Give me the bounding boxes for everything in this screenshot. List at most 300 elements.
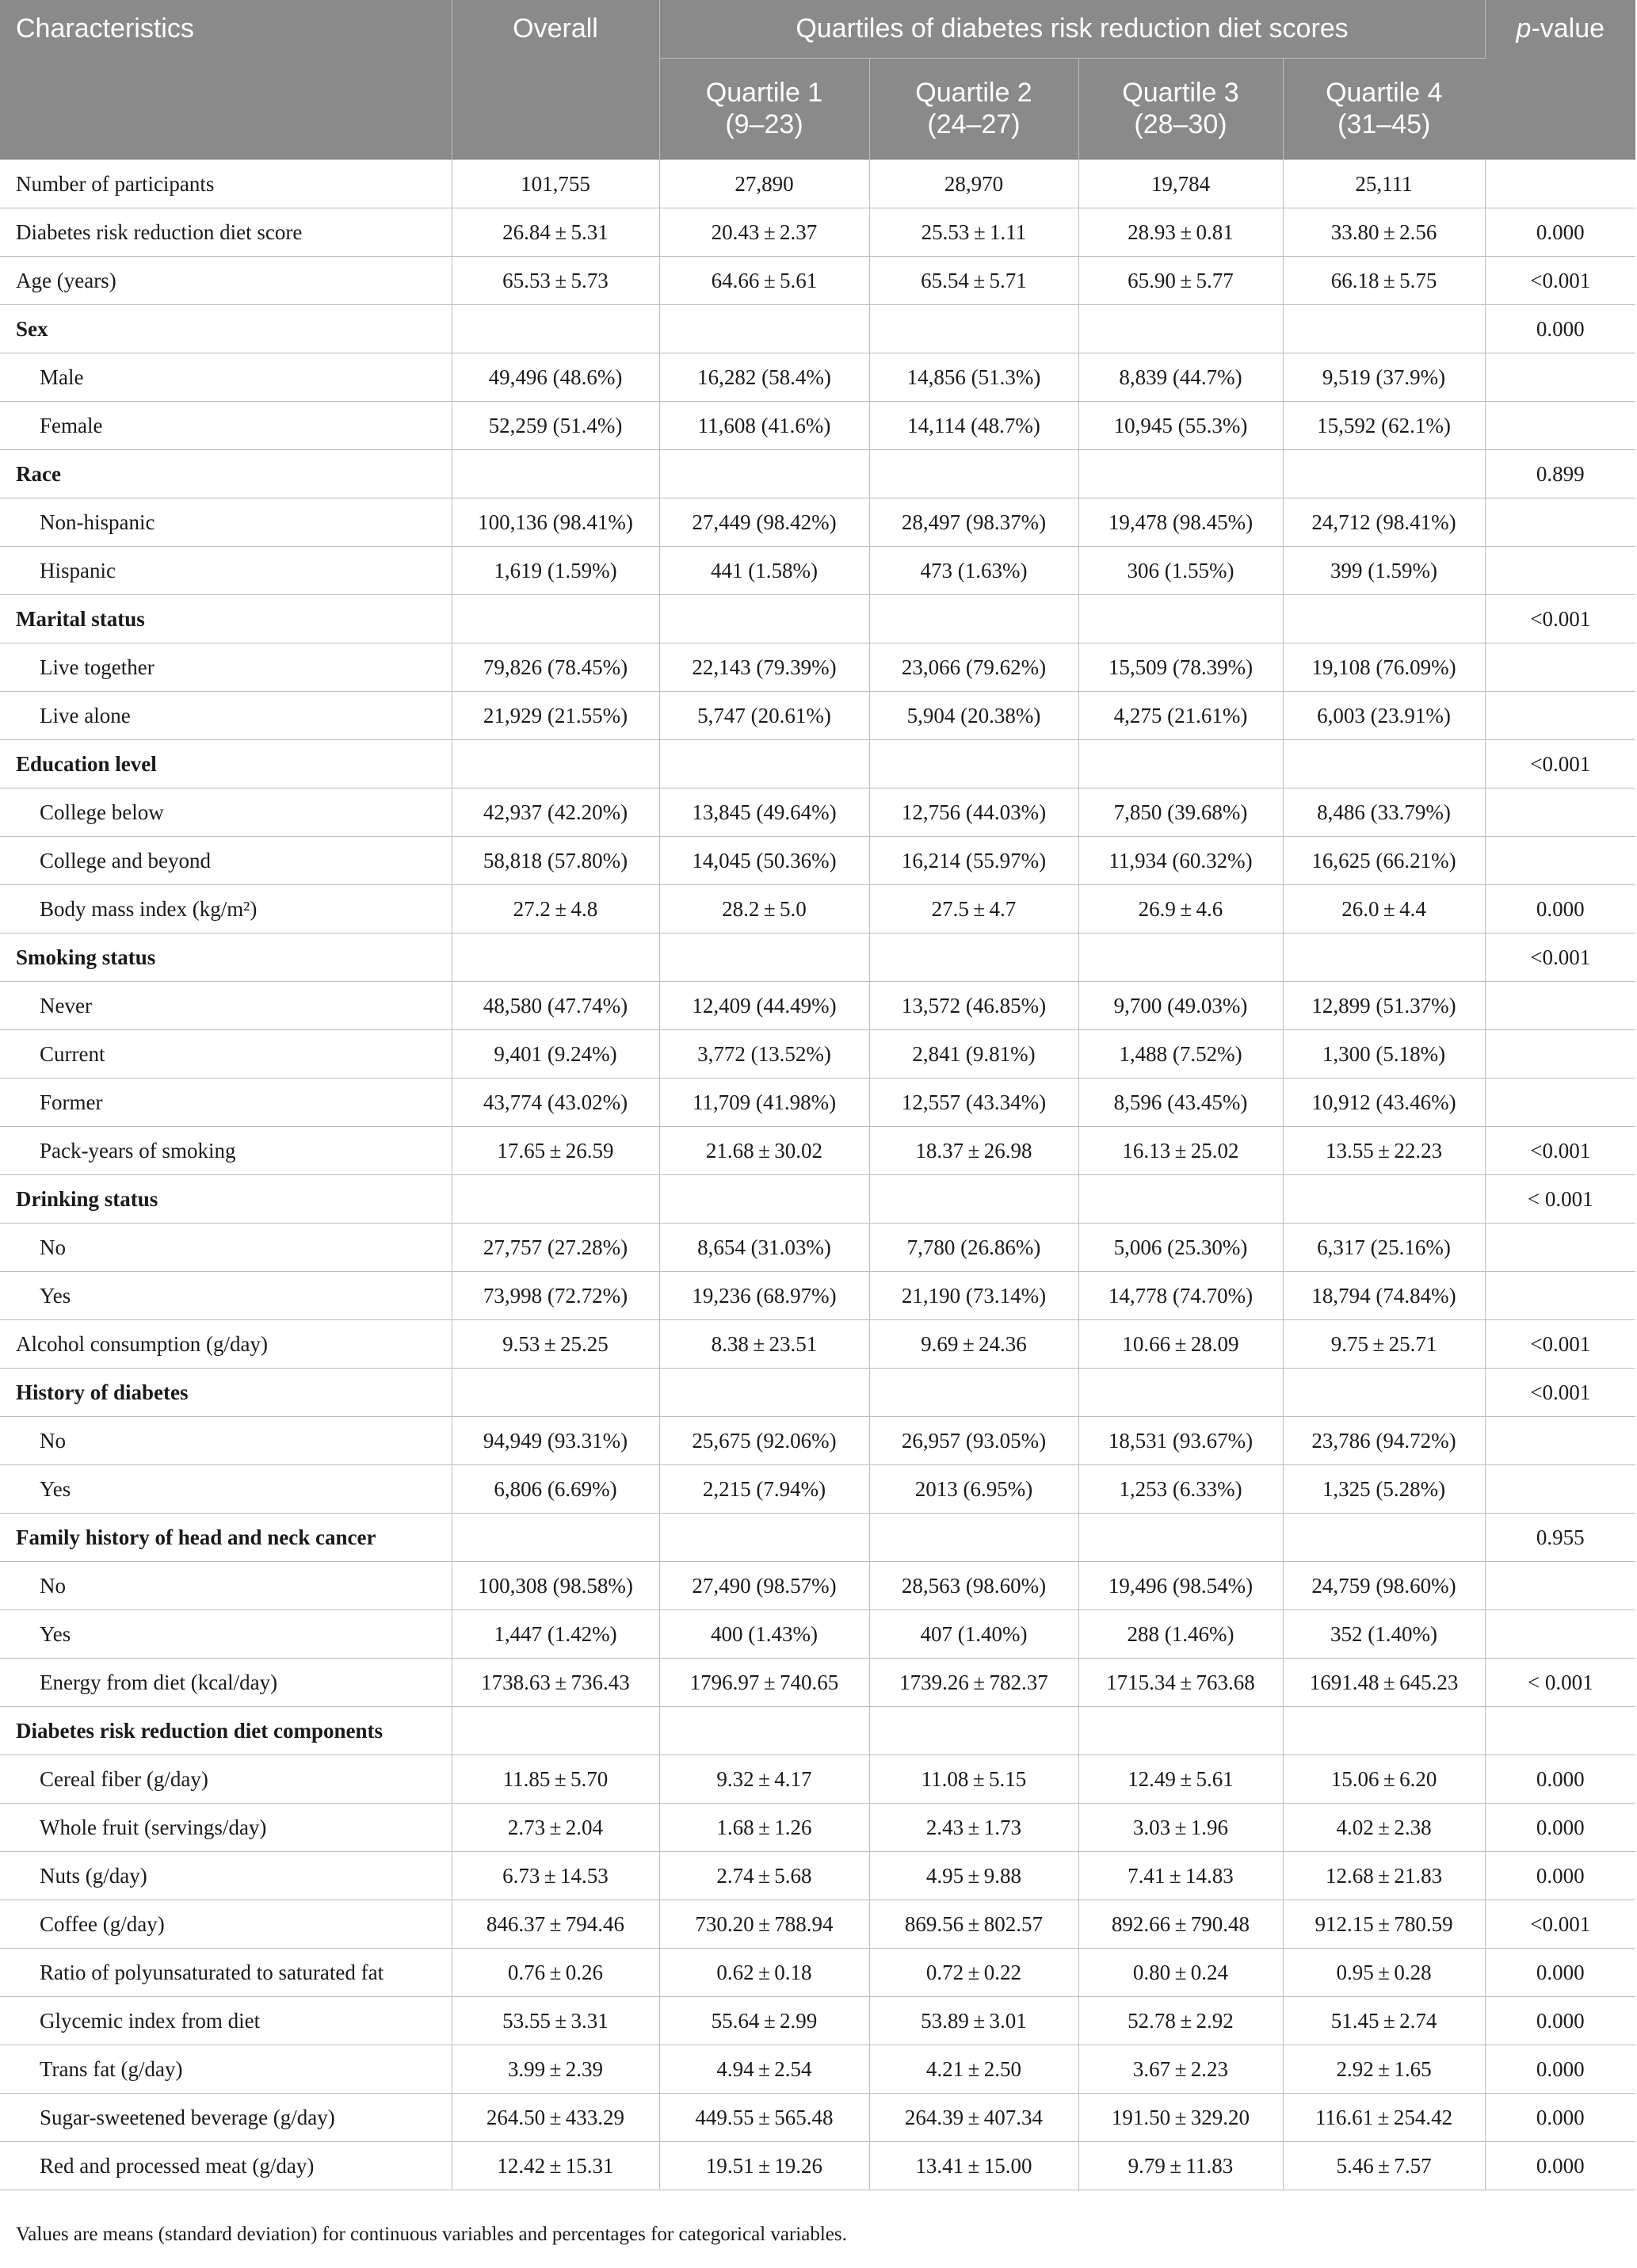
row-label: Yes	[0, 1272, 452, 1320]
table-row	[0, 2094, 1635, 2142]
row-label: Pack-years of smoking	[0, 1127, 452, 1175]
value-cell: 0.62 ± 0.18	[659, 1949, 869, 1997]
row-label: Coffee (g/day)	[0, 1900, 452, 1949]
p-suffix: -value	[1531, 13, 1605, 44]
table-row	[0, 934, 1635, 982]
p-value-cell: 0.000	[1485, 1804, 1635, 1852]
value-cell: 116.61 ± 254.42	[1283, 2094, 1485, 2142]
value-cell: 9.79 ± 11.83	[1078, 2142, 1283, 2190]
value-cell	[1283, 305, 1485, 353]
value-cell	[452, 1514, 659, 1562]
value-cell: 7,850 (39.68%)	[1078, 788, 1283, 837]
value-cell: 5.46 ± 7.57	[1283, 2142, 1485, 2190]
p-value-cell	[1485, 1224, 1635, 1272]
value-cell	[452, 1175, 659, 1224]
value-cell: 3.03 ± 1.96	[1078, 1804, 1283, 1852]
value-cell: 13.55 ± 22.23	[1283, 1127, 1485, 1175]
value-cell	[869, 1369, 1078, 1417]
header-quartile-1: Quartile 1 (9–23)	[659, 59, 869, 160]
value-cell: 7.41 ± 14.83	[1078, 1852, 1283, 1900]
value-cell: 1,447 (1.42%)	[452, 1610, 659, 1659]
p-value-cell: 0.000	[1485, 2045, 1635, 2094]
value-cell: 27,890	[659, 160, 869, 208]
value-cell: 3.67 ± 2.23	[1078, 2045, 1283, 2094]
value-cell: 11,934 (60.32%)	[1078, 837, 1283, 885]
table-row	[0, 1272, 1635, 1320]
p-value-cell	[1485, 1272, 1635, 1320]
header-quartile-group: Quartiles of diabetes risk reduction diet scores	[659, 0, 1485, 59]
table-row	[0, 982, 1635, 1030]
value-cell	[1078, 595, 1283, 643]
value-cell: 2,841 (9.81%)	[869, 1030, 1078, 1079]
value-cell: 288 (1.46%)	[1078, 1610, 1283, 1659]
p-value-cell	[1485, 1079, 1635, 1127]
value-cell: 28,970	[869, 160, 1078, 208]
row-label: No	[0, 1224, 452, 1272]
value-cell: 8,654 (31.03%)	[659, 1224, 869, 1272]
section-label: Race	[0, 450, 452, 498]
value-cell: 14,778 (74.70%)	[1078, 1272, 1283, 1320]
value-cell: 9.53 ± 25.25	[452, 1320, 659, 1369]
value-cell	[452, 450, 659, 498]
value-cell: 0.72 ± 0.22	[869, 1949, 1078, 1997]
value-cell: 17.65 ± 26.59	[452, 1127, 659, 1175]
value-cell: 79,826 (78.45%)	[452, 643, 659, 692]
value-cell	[1283, 1369, 1485, 1417]
value-cell: 43,774 (43.02%)	[452, 1079, 659, 1127]
row-label: Never	[0, 982, 452, 1030]
value-cell	[1283, 1707, 1485, 1755]
value-cell: 100,308 (98.58%)	[452, 1562, 659, 1610]
value-cell: 21.68 ± 30.02	[659, 1127, 869, 1175]
value-cell: 399 (1.59%)	[1283, 547, 1485, 595]
value-cell	[869, 740, 1078, 788]
row-label: Nuts (g/day)	[0, 1852, 452, 1900]
value-cell: 473 (1.63%)	[869, 547, 1078, 595]
p-value-cell: <0.001	[1485, 934, 1635, 982]
value-cell: 28.93 ± 0.81	[1078, 208, 1283, 257]
value-cell: 6.73 ± 14.53	[452, 1852, 659, 1900]
p-value-cell: 0.000	[1485, 2142, 1635, 2190]
p-value-cell: 0.000	[1485, 305, 1635, 353]
table-row	[0, 885, 1635, 934]
value-cell: 10.66 ± 28.09	[1078, 1320, 1283, 1369]
value-cell: 22,143 (79.39%)	[659, 643, 869, 692]
header-characteristics: Characteristics	[0, 0, 452, 160]
p-value-cell: 0.000	[1485, 885, 1635, 934]
value-cell: 27,757 (27.28%)	[452, 1224, 659, 1272]
value-cell	[869, 595, 1078, 643]
value-cell: 20.43 ± 2.37	[659, 208, 869, 257]
value-cell: 407 (1.40%)	[869, 1610, 1078, 1659]
value-cell: 15,592 (62.1%)	[1283, 402, 1485, 450]
header-p-value	[1485, 0, 1635, 160]
value-cell: 25,675 (92.06%)	[659, 1417, 869, 1465]
p-value-cell: <0.001	[1485, 1127, 1635, 1175]
p-value-cell: < 0.001	[1485, 1659, 1635, 1707]
value-cell: 191.50 ± 329.20	[1078, 2094, 1283, 2142]
value-cell: 24,712 (98.41%)	[1283, 498, 1485, 547]
table-row	[0, 2142, 1635, 2190]
table-row	[0, 1417, 1635, 1465]
table-row	[0, 643, 1635, 692]
p-value-cell	[1485, 1610, 1635, 1659]
value-cell	[659, 450, 869, 498]
table-row	[0, 353, 1635, 402]
table-row	[0, 1707, 1635, 1755]
table-row	[0, 1997, 1635, 2045]
value-cell: 0.76 ± 0.26	[452, 1949, 659, 1997]
value-cell: 12,899 (51.37%)	[1283, 982, 1485, 1030]
table-row	[0, 498, 1635, 547]
row-label: Non-hispanic	[0, 498, 452, 547]
header-quartile-4: Quartile 4 (31–45)	[1283, 59, 1485, 160]
value-cell: 18,531 (93.67%)	[1078, 1417, 1283, 1465]
table-row	[0, 160, 1635, 208]
section-label: Education level	[0, 740, 452, 788]
header-overall: Overall	[452, 0, 659, 160]
value-cell: 52,259 (51.4%)	[452, 402, 659, 450]
table-row	[0, 1369, 1635, 1417]
value-cell: 5,904 (20.38%)	[869, 692, 1078, 740]
p-value-cell: <0.001	[1485, 1900, 1635, 1949]
p-value-cell: 0.000	[1485, 1997, 1635, 2045]
value-cell: 869.56 ± 802.57	[869, 1900, 1078, 1949]
p-value-cell: <0.001	[1485, 740, 1635, 788]
value-cell: 16.13 ± 25.02	[1078, 1127, 1283, 1175]
value-cell: 1,300 (5.18%)	[1283, 1030, 1485, 1079]
value-cell: 64.66 ± 5.61	[659, 257, 869, 305]
value-cell: 65.90 ± 5.77	[1078, 257, 1283, 305]
p-value-cell: 0.000	[1485, 1852, 1635, 1900]
value-cell	[1078, 450, 1283, 498]
value-cell: 264.39 ± 407.34	[869, 2094, 1078, 2142]
value-cell	[1283, 1514, 1485, 1562]
row-label: Diabetes risk reduction diet score	[0, 208, 452, 257]
value-cell: 0.80 ± 0.24	[1078, 1949, 1283, 1997]
value-cell	[1078, 1175, 1283, 1224]
value-cell: 19,108 (76.09%)	[1283, 643, 1485, 692]
value-cell	[659, 1707, 869, 1755]
table-footnote: Values are means (standard deviation) for continuous variables and percentages for categorical variables.	[16, 2224, 847, 2245]
table-row	[0, 208, 1635, 257]
value-cell: 1.68 ± 1.26	[659, 1804, 869, 1852]
section-label: Marital status	[0, 595, 452, 643]
value-cell: 18,794 (74.84%)	[1283, 1272, 1485, 1320]
value-cell: 12.68 ± 21.83	[1283, 1852, 1485, 1900]
value-cell	[659, 1175, 869, 1224]
value-cell: 1796.97 ± 740.65	[659, 1659, 869, 1707]
value-cell: 15.06 ± 6.20	[1283, 1755, 1485, 1804]
value-cell: 21,190 (73.14%)	[869, 1272, 1078, 1320]
value-cell: 48,580 (47.74%)	[452, 982, 659, 1030]
value-cell: 5,006 (25.30%)	[1078, 1224, 1283, 1272]
value-cell: 1,253 (6.33%)	[1078, 1465, 1283, 1514]
row-label: Live alone	[0, 692, 452, 740]
value-cell	[1078, 1514, 1283, 1562]
section-label: Family history of head and neck cancer	[0, 1514, 452, 1562]
table-row	[0, 788, 1635, 837]
table-row	[0, 257, 1635, 305]
value-cell: 19,236 (68.97%)	[659, 1272, 869, 1320]
row-label: Energy from diet (kcal/day)	[0, 1659, 452, 1707]
value-cell: 27.5 ± 4.7	[869, 885, 1078, 934]
row-label: Trans fat (g/day)	[0, 2045, 452, 2094]
value-cell: 2013 (6.95%)	[869, 1465, 1078, 1514]
value-cell	[1078, 305, 1283, 353]
value-cell	[1283, 1175, 1485, 1224]
value-cell	[452, 1707, 659, 1755]
value-cell	[869, 1707, 1078, 1755]
section-label: Sex	[0, 305, 452, 353]
value-cell	[659, 595, 869, 643]
table-row	[0, 547, 1635, 595]
p-value-cell	[1485, 1562, 1635, 1610]
section-label: Smoking status	[0, 934, 452, 982]
row-label: Number of participants	[0, 160, 452, 208]
p-value-cell	[1485, 160, 1635, 208]
p-value-cell: <0.001	[1485, 595, 1635, 643]
p-italic: p	[1516, 13, 1532, 44]
value-cell: 4.21 ± 2.50	[869, 2045, 1078, 2094]
value-cell: 9,401 (9.24%)	[452, 1030, 659, 1079]
value-cell: 9,519 (37.9%)	[1283, 353, 1485, 402]
value-cell: 14,114 (48.7%)	[869, 402, 1078, 450]
value-cell	[1283, 595, 1485, 643]
table-row	[0, 1175, 1635, 1224]
value-cell: 73,998 (72.72%)	[452, 1272, 659, 1320]
value-cell: 12.42 ± 15.31	[452, 2142, 659, 2190]
p-value-cell	[1485, 402, 1635, 450]
row-label: Yes	[0, 1610, 452, 1659]
value-cell: 26.0 ± 4.4	[1283, 885, 1485, 934]
value-cell: 11.85 ± 5.70	[452, 1755, 659, 1804]
value-cell	[452, 1369, 659, 1417]
value-cell: 49,496 (48.6%)	[452, 353, 659, 402]
p-value-cell	[1485, 788, 1635, 837]
p-value-cell	[1485, 547, 1635, 595]
p-value-cell: 0.955	[1485, 1514, 1635, 1562]
value-cell: 52.78 ± 2.92	[1078, 1997, 1283, 2045]
value-cell: 101,755	[452, 160, 659, 208]
table-row	[0, 2045, 1635, 2094]
value-cell	[659, 934, 869, 982]
p-value-cell	[1485, 1465, 1635, 1514]
p-value-cell	[1485, 982, 1635, 1030]
row-label: College and beyond	[0, 837, 452, 885]
value-cell: 27.2 ± 4.8	[452, 885, 659, 934]
value-cell: 7,780 (26.86%)	[869, 1224, 1078, 1272]
p-value-cell: <0.001	[1485, 1369, 1635, 1417]
value-cell: 58,818 (57.80%)	[452, 837, 659, 885]
row-label: Hispanic	[0, 547, 452, 595]
value-cell: 11,608 (41.6%)	[659, 402, 869, 450]
table-row	[0, 1079, 1635, 1127]
value-cell: 51.45 ± 2.74	[1283, 1997, 1485, 2045]
value-cell	[1078, 934, 1283, 982]
p-value-cell	[1485, 643, 1635, 692]
p-value-cell	[1485, 692, 1635, 740]
row-label: Red and processed meat (g/day)	[0, 2142, 452, 2190]
row-label: Ratio of polyunsaturated to saturated fat	[0, 1949, 452, 1997]
p-value-cell: < 0.001	[1485, 1175, 1635, 1224]
value-cell	[869, 305, 1078, 353]
table-row	[0, 1320, 1635, 1369]
row-label: No	[0, 1417, 452, 1465]
table-body	[0, 160, 1635, 2190]
p-value-cell	[1485, 1417, 1635, 1465]
row-label: Male	[0, 353, 452, 402]
value-cell: 19.51 ± 19.26	[659, 2142, 869, 2190]
value-cell: 10,912 (43.46%)	[1283, 1079, 1485, 1127]
table-row	[0, 1127, 1635, 1175]
value-cell: 1,488 (7.52%)	[1078, 1030, 1283, 1079]
value-cell: 12,409 (44.49%)	[659, 982, 869, 1030]
value-cell: 11,709 (41.98%)	[659, 1079, 869, 1127]
value-cell	[1078, 1707, 1283, 1755]
row-label: Alcohol consumption (g/day)	[0, 1320, 452, 1369]
section-label: Drinking status	[0, 1175, 452, 1224]
p-value-cell: 0.000	[1485, 2094, 1635, 2142]
value-cell: 892.66 ± 790.48	[1078, 1900, 1283, 1949]
value-cell: 1,619 (1.59%)	[452, 547, 659, 595]
value-cell	[659, 305, 869, 353]
value-cell: 846.37 ± 794.46	[452, 1900, 659, 1949]
table-row	[0, 1610, 1635, 1659]
value-cell: 28,497 (98.37%)	[869, 498, 1078, 547]
value-cell: 1739.26 ± 782.37	[869, 1659, 1078, 1707]
value-cell	[1078, 740, 1283, 788]
table-row	[0, 1949, 1635, 1997]
row-label: College below	[0, 788, 452, 837]
p-value-cell	[1485, 498, 1635, 547]
table-row	[0, 1900, 1635, 1949]
value-cell	[659, 1514, 869, 1562]
value-cell: 4.02 ± 2.38	[1283, 1804, 1485, 1852]
table-row	[0, 740, 1635, 788]
row-label: Glycemic index from diet	[0, 1997, 452, 2045]
value-cell: 8,596 (43.45%)	[1078, 1079, 1283, 1127]
value-cell: 16,214 (55.97%)	[869, 837, 1078, 885]
table-row	[0, 1562, 1635, 1610]
value-cell: 441 (1.58%)	[659, 547, 869, 595]
value-cell: 12,756 (44.03%)	[869, 788, 1078, 837]
value-cell: 12.49 ± 5.61	[1078, 1755, 1283, 1804]
table-row	[0, 1514, 1635, 1562]
value-cell: 8,486 (33.79%)	[1283, 788, 1485, 837]
value-cell: 8.38 ± 23.51	[659, 1320, 869, 1369]
table-header	[0, 0, 1635, 160]
table-row	[0, 692, 1635, 740]
value-cell: 28.2 ± 5.0	[659, 885, 869, 934]
value-cell	[869, 1514, 1078, 1562]
value-cell: 13,572 (46.85%)	[869, 982, 1078, 1030]
value-cell: 65.54 ± 5.71	[869, 257, 1078, 305]
value-cell: 27,449 (98.42%)	[659, 498, 869, 547]
p-value-cell	[1485, 1030, 1635, 1079]
value-cell: 9.32 ± 4.17	[659, 1755, 869, 1804]
value-cell: 449.55 ± 565.48	[659, 2094, 869, 2142]
value-cell: 9.69 ± 24.36	[869, 1320, 1078, 1369]
table-row	[0, 1224, 1635, 1272]
value-cell: 14,856 (51.3%)	[869, 353, 1078, 402]
value-cell: 53.55 ± 3.31	[452, 1997, 659, 2045]
value-cell: 400 (1.43%)	[659, 1610, 869, 1659]
p-value-cell	[1485, 1707, 1635, 1755]
p-value-cell: 0.000	[1485, 1949, 1635, 1997]
table-row	[0, 1852, 1635, 1900]
value-cell: 25.53 ± 1.11	[869, 208, 1078, 257]
value-cell	[1283, 934, 1485, 982]
table-row	[0, 1804, 1635, 1852]
value-cell: 26,957 (93.05%)	[869, 1417, 1078, 1465]
value-cell: 42,937 (42.20%)	[452, 788, 659, 837]
row-label: Former	[0, 1079, 452, 1127]
table-row	[0, 1030, 1635, 1079]
p-value-cell	[1485, 353, 1635, 402]
value-cell: 6,806 (6.69%)	[452, 1465, 659, 1514]
value-cell: 12,557 (43.34%)	[869, 1079, 1078, 1127]
value-cell: 6,003 (23.91%)	[1283, 692, 1485, 740]
row-label: Female	[0, 402, 452, 450]
value-cell: 55.64 ± 2.99	[659, 1997, 869, 2045]
p-value-cell: 0.899	[1485, 450, 1635, 498]
value-cell: 19,478 (98.45%)	[1078, 498, 1283, 547]
value-cell: 1691.48 ± 645.23	[1283, 1659, 1485, 1707]
row-label: No	[0, 1562, 452, 1610]
value-cell	[452, 934, 659, 982]
row-label: Body mass index (kg/m²)	[0, 885, 452, 934]
value-cell: 24,759 (98.60%)	[1283, 1562, 1485, 1610]
section-label: History of diabetes	[0, 1369, 452, 1417]
value-cell: 13,845 (49.64%)	[659, 788, 869, 837]
value-cell: 16,282 (58.4%)	[659, 353, 869, 402]
value-cell: 18.37 ± 26.98	[869, 1127, 1078, 1175]
value-cell: 10,945 (55.3%)	[1078, 402, 1283, 450]
header-quartile-2: Quartile 2 (24–27)	[869, 59, 1078, 160]
value-cell	[659, 1369, 869, 1417]
value-cell: 2,215 (7.94%)	[659, 1465, 869, 1514]
value-cell: 26.84 ± 5.31	[452, 208, 659, 257]
value-cell: 730.20 ± 788.94	[659, 1900, 869, 1949]
value-cell: 2.92 ± 1.65	[1283, 2045, 1485, 2094]
table-row	[0, 450, 1635, 498]
value-cell: 0.95 ± 0.28	[1283, 1949, 1485, 1997]
value-cell: 8,839 (44.7%)	[1078, 353, 1283, 402]
value-cell: 3,772 (13.52%)	[659, 1030, 869, 1079]
value-cell: 4,275 (21.61%)	[1078, 692, 1283, 740]
value-cell	[1283, 740, 1485, 788]
value-cell: 11.08 ± 5.15	[869, 1755, 1078, 1804]
value-cell: 9,700 (49.03%)	[1078, 982, 1283, 1030]
table-row	[0, 1659, 1635, 1707]
value-cell: 4.94 ± 2.54	[659, 2045, 869, 2094]
value-cell: 3.99 ± 2.39	[452, 2045, 659, 2094]
value-cell: 1738.63 ± 736.43	[452, 1659, 659, 1707]
value-cell: 13.41 ± 15.00	[869, 2142, 1078, 2190]
section-label: Diabetes risk reduction diet components	[0, 1707, 452, 1755]
value-cell	[869, 934, 1078, 982]
value-cell: 53.89 ± 3.01	[869, 1997, 1078, 2045]
value-cell: 23,786 (94.72%)	[1283, 1417, 1485, 1465]
value-cell	[869, 1175, 1078, 1224]
value-cell: 1,325 (5.28%)	[1283, 1465, 1485, 1514]
value-cell	[452, 595, 659, 643]
value-cell: 23,066 (79.62%)	[869, 643, 1078, 692]
row-label: Live together	[0, 643, 452, 692]
value-cell: 4.95 ± 9.88	[869, 1852, 1078, 1900]
value-cell: 14,045 (50.36%)	[659, 837, 869, 885]
